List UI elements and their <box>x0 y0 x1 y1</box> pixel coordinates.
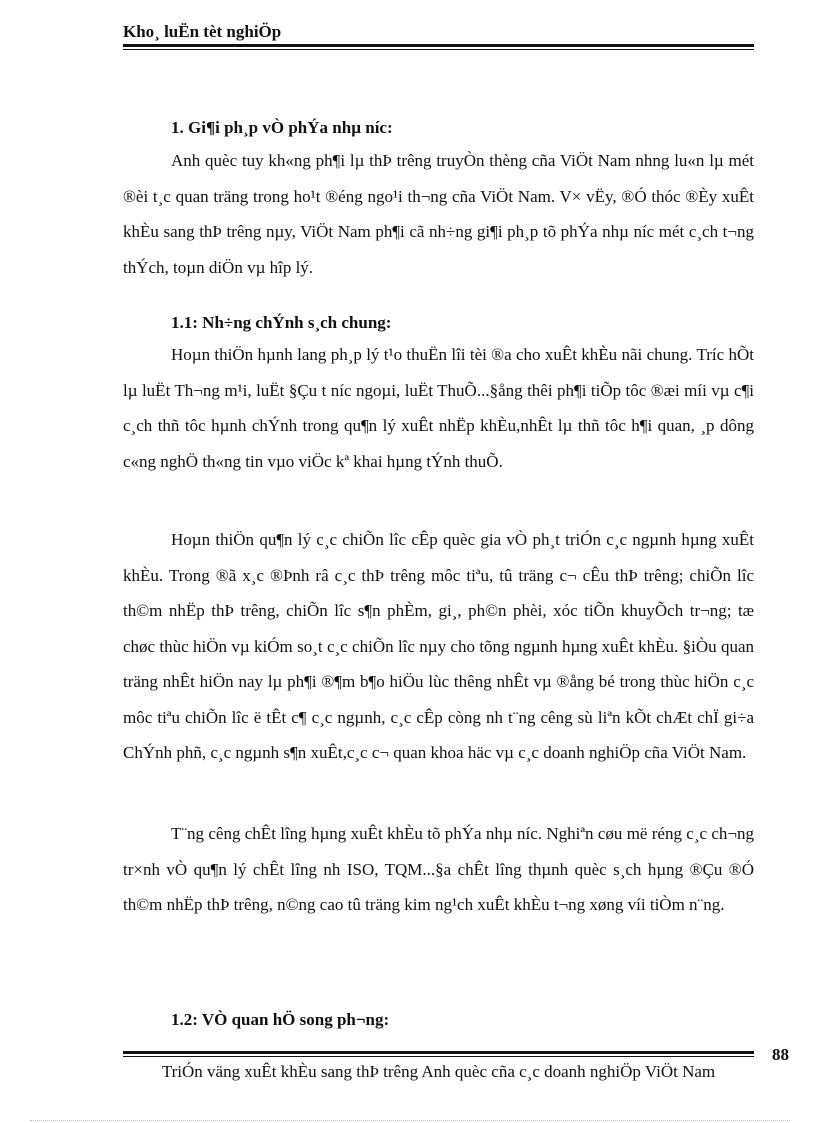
footer-rule-thin <box>123 1056 754 1057</box>
page-number: 88 <box>772 1045 789 1064</box>
header-rule-thick <box>123 44 754 47</box>
header-title: Kho¸ luËn tèt nghiÖp <box>123 22 282 41</box>
section-heading-1-1: 1.1: Nh÷ng chÝnh s¸ch chung: <box>171 313 392 332</box>
section-heading-1: 1. Gi¶i ph¸p vÒ phÝa nhµ níc: <box>171 118 393 137</box>
footer-text: TriÓn väng xuÊt khÈu sang thÞ trêng Anh quèc cña c¸c doanh nghiÖp ViÖt Nam <box>161 1062 716 1081</box>
paragraph: Anh quèc tuy kh«ng ph¶i lµ thÞ trêng truyÒn thèng cña ViÖt Nam nhng lu«n lµ mét ®èi t¸c quan träng trong ho¹t ®éng ngo¹i th¬ng cña ViÖt Nam. V× vËy, ®Ó thóc ®Èy xuÊt khÈu sang thÞ trêng nµy, ViÖt Nam ph¶i cã nh÷ng gi¶i ph¸p tõ phÝa nhµ níc mét c¸ch t¬ng thÝch, toµn diÖn vµ hîp lý. <box>123 151 754 277</box>
footer-rule-thick <box>123 1051 754 1054</box>
paragraph: Hoµn thiÖn qu¶n lý c¸c chiÕn lîc cÊp quèc gia vÒ ph¸t triÓn c¸c ngµnh hµng xuÊt khÈu. Trong ®ã x¸c ®Þnh râ c¸c thÞ trêng môc tiªu, tû träng c¬ cÊu thÞ trêng; chiÕn lîc th©m nhËp thÞ trêng, chiÕn lîc s¶n phÈm, gi¸, ph©n phèi, xóc tiÕn khuyÕch tr¬ng; tæ chøc thùc hiÖn vµ kiÓm so¸t c¸c chiÕn lîc nµy cho tõng ngµnh hµng xuÊt khÈu. §iÒu quan träng nhÊt hiÖn nay lµ ph¶i ®¶m b¶o hiÖu lùc thêng nhÊt vµ ®ång bé trong thùc hiÖn c¸c môc tiªu chiÕn lîc ë tÊt c¶ c¸c ngµnh, c¸c cÊp còng nh t¨ng cêng sù liªn kÕt chÆt chÏ gi÷a ChÝnh phñ, c¸c ngµnh s¶n xuÊt,c¸c c¬ quan khoa häc vµ c¸c doanh nghiÖp cña ViÖt Nam. <box>123 530 754 762</box>
header-rule-thin <box>123 49 754 50</box>
paragraph: Hoµn thiÖn hµnh lang ph¸p lý t¹o thuËn lîi tèi ®a cho xuÊt khÈu nãi chung. Tríc hÕt lµ luËt Th¬ng m¹i, luËt §Çu t níc ngoµi, luËt ThuÕ...§ång thêi ph¶i tiÕp tôc ®æi míi vµ c¶i c¸ch thñ tôc hµnh chÝnh trong qu¶n lý xuÊt nhËp khÈu,nhÊt lµ thñ tôc h¶i quan, ¸p dông c«ng nghÖ th«ng tin vµo viÖc kª khai hµng tÝnh thuÕ. <box>123 345 754 471</box>
paragraph: T¨ng cêng chÊt lîng hµng xuÊt khÈu tõ phÝa nhµ níc. Nghiªn cøu më réng c¸c ch¬ng tr×nh vÒ qu¶n lý chÊt lîng nh ISO, TQM...§a chÊt lîng thµnh quèc s¸ch hµng ®Çu ®Ó th©m nhËp thÞ trêng, n©ng cao tû träng kim ng¹ch xuÊt khÈu t¬ng xøng víi tiÒm n¨ng. <box>123 824 754 914</box>
section-heading-1-2: 1.2: VÒ quan hÖ song ph¬ng: <box>171 1010 390 1029</box>
page-bottom-dotted-line <box>30 1120 790 1121</box>
